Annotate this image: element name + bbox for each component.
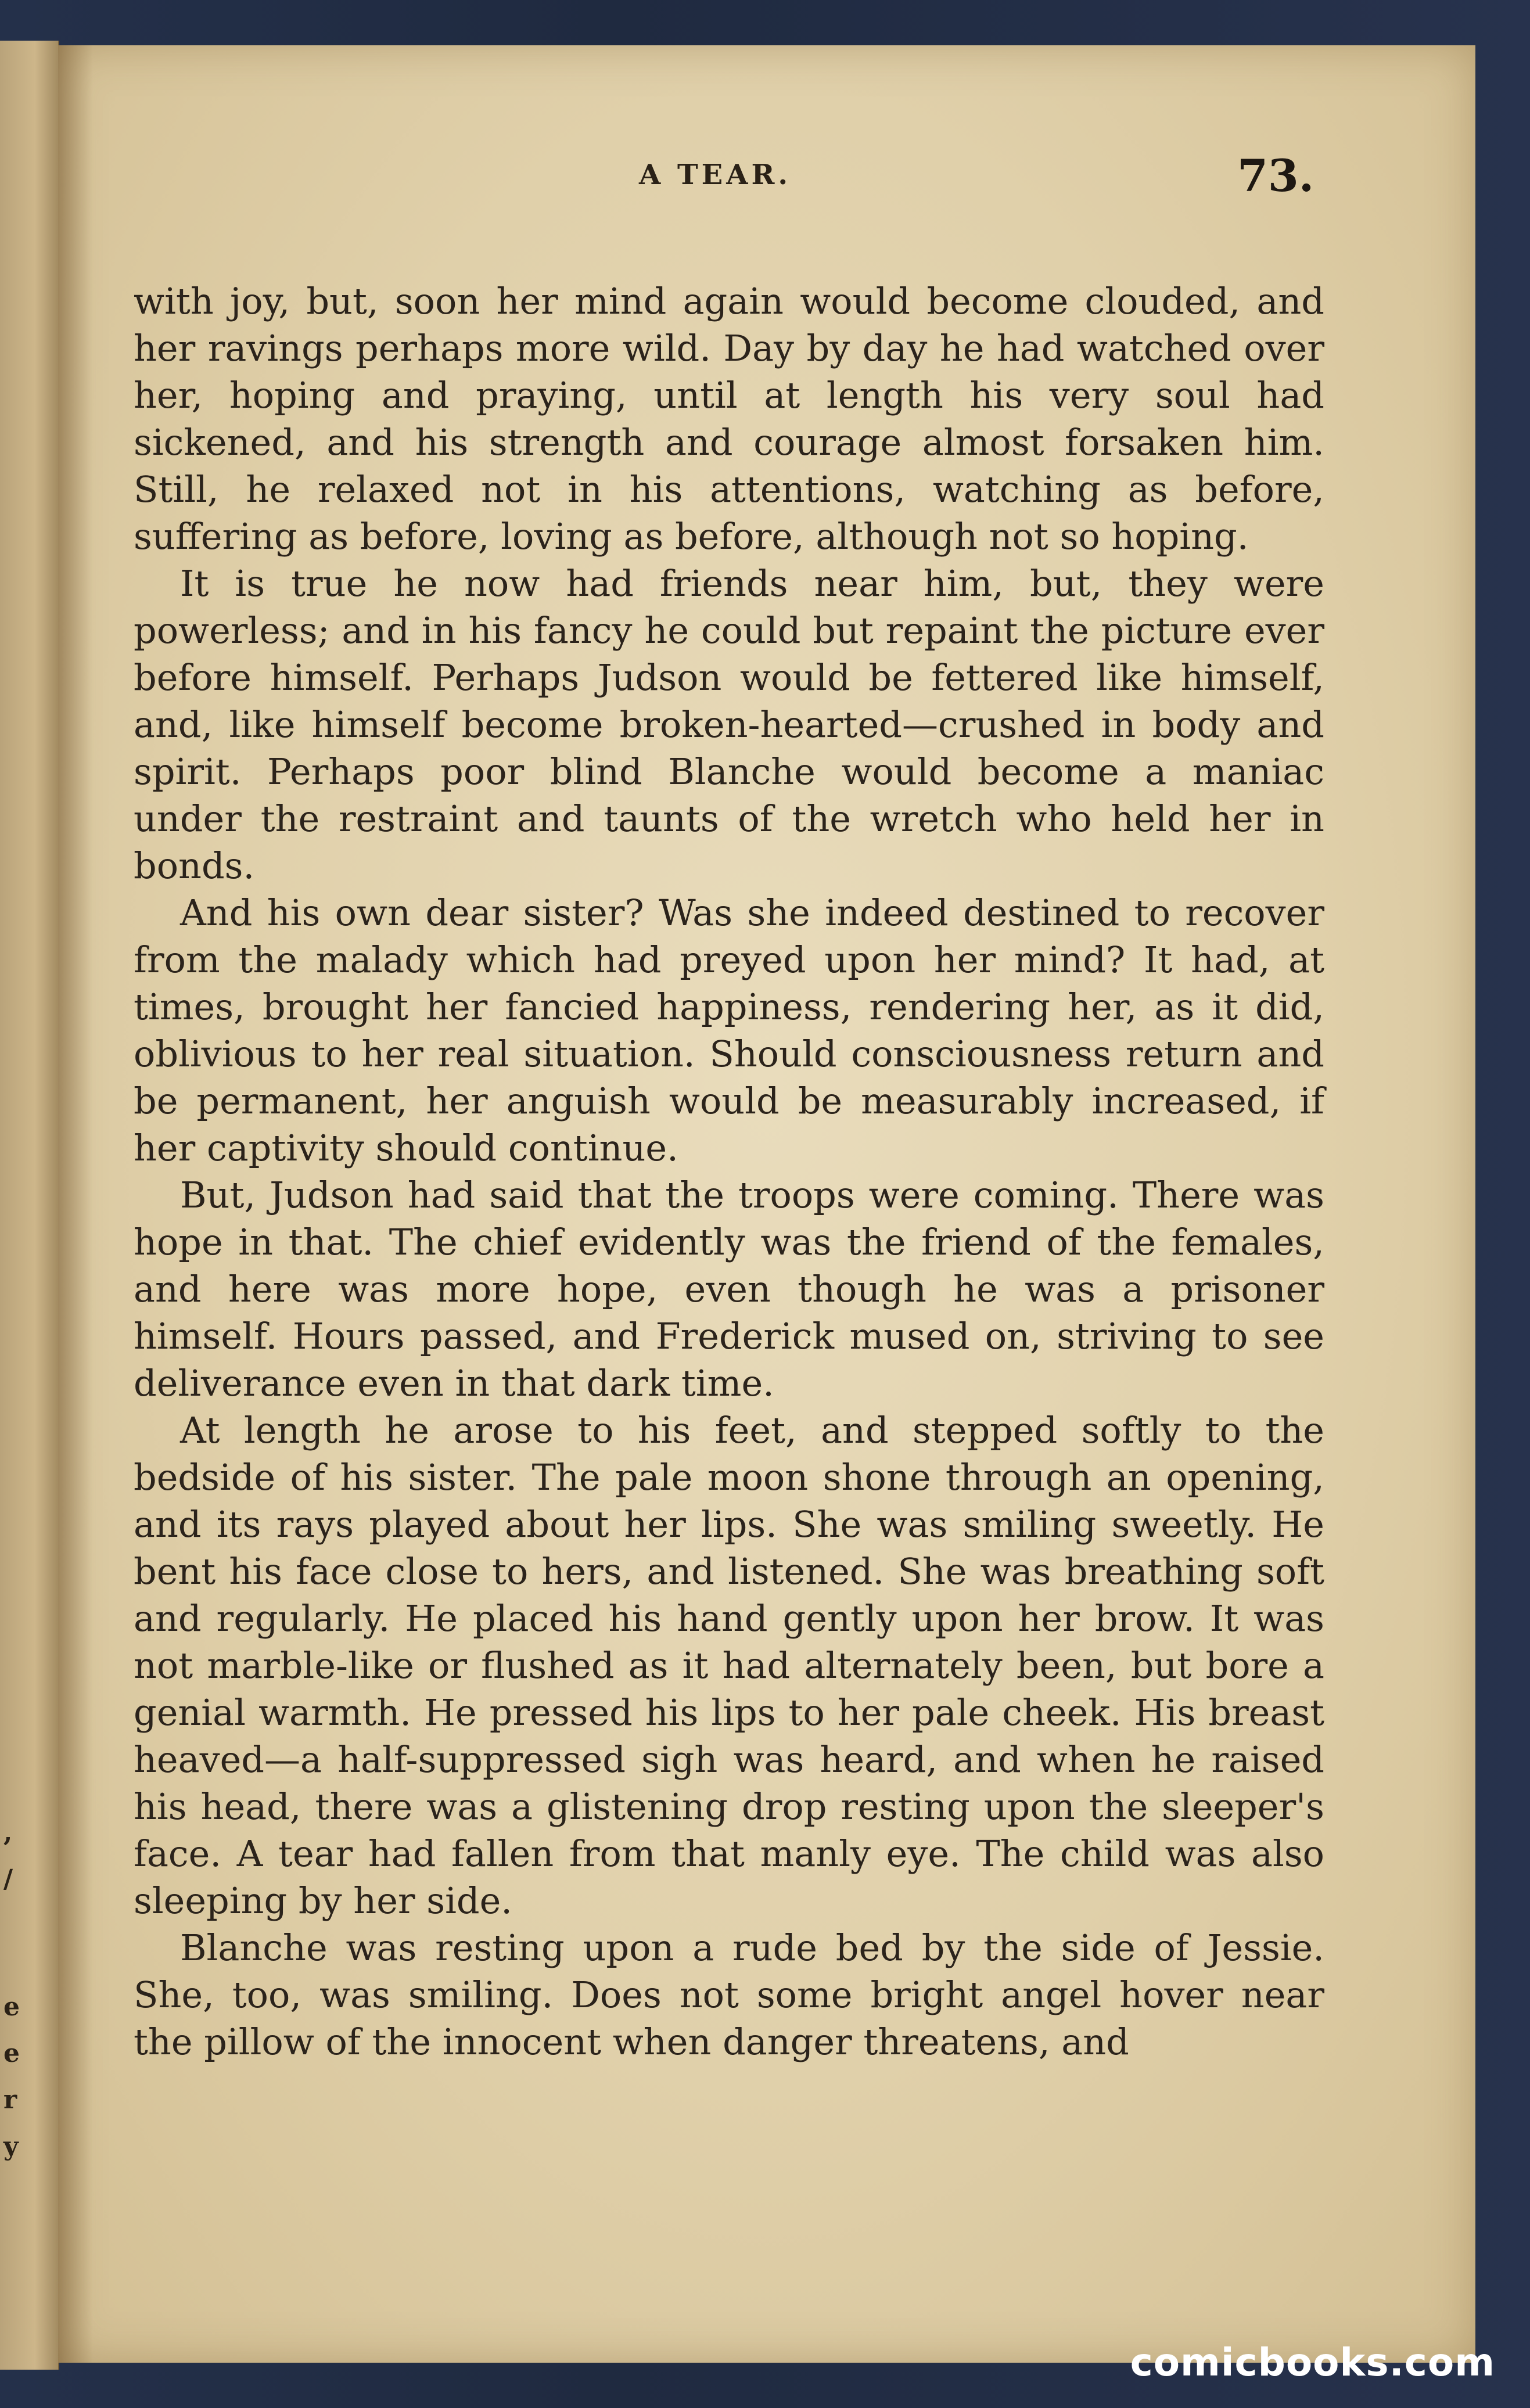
paragraph: Blanche was resting upon a rude bed by the side of Jessie. She, too, was smiling. Does not some bright angel hover near the pillow of the innocent when danger threatens, and — [134, 1927, 1324, 2063]
edge-glyph: , — [3, 1818, 13, 1848]
paragraph: At length he arose to his feet, and stepped softly to the bedside of his sister. The pale moon shone through an opening, and its rays played about her lips. She was smiling sweetly. He bent his face close to hers, and listened. She was breathing soft and regularly. He placed his hand gently upon her brow. It was not marble-like or flushed as it had alternately been, but bore a genial warmth. He pressed his lips to her pale cheek. His breast heaved—a half-suppressed sigh was heard, and when he raised his head, there was a glistening drop resting upon the sleeper's face. A tear had fallen from that manly eye. The child was also sleeping by her side. — [134, 1409, 1324, 1922]
edge-glyph: e — [3, 2039, 20, 2068]
edge-glyph: r — [3, 2085, 17, 2115]
paragraph: And his own dear sister? Was she indeed destined to recover from the malady which had preyed upon her mind? It had, at times, brought her fancied happiness, rendering her, as it did, oblivious to her real situation. Should consciousness return and be permanent, her anguish would be measurably increased, if her captivity should continue. — [134, 892, 1324, 1169]
paragraph: It is true he now had friends near him, but, they were powerless; and in his fancy he could but repaint the picture ever before himself. Perhaps Judson would be fettered like himself, and, like himself become broken-hearted—crushed in body and spirit. Perhaps poor blind Blanche would become a maniac under the restraint and taunts of the wretch who held her in bonds. — [134, 562, 1324, 887]
edge-glyph: y — [3, 2132, 19, 2161]
previous-page-edge — [0, 41, 59, 2370]
edge-glyph: / — [3, 1864, 13, 1894]
paragraph-continued: with joy, but, soon her mind again would become clouded, and her ravings perhaps more wild. Day by day he had watched over her, hoping and praying, until at length his very soul had sickened, and his strength and courage almost forsaken him. Still, he relaxed not in his attentions, watching as before, suffering as before, loving as before, although not so hoping. — [134, 280, 1324, 558]
page-number: 73. — [1237, 150, 1314, 202]
paragraph: But, Judson had said that the troops were coming. There was hope in that. The chief evidently was the friend of the females, and here was more hope, even though he was a prisoner himself. Hours passed, and Frederick mused on, striving to see deliverance even in that dark time. — [134, 1174, 1324, 1404]
page-gutter-shadow — [58, 45, 93, 2363]
book-page — [58, 45, 1475, 2363]
body-text — [134, 278, 1324, 2065]
watermark: comicbooks.com — [1130, 2340, 1495, 2385]
edge-glyph: e — [3, 1992, 20, 2022]
running-head: A TEAR. — [639, 159, 792, 191]
